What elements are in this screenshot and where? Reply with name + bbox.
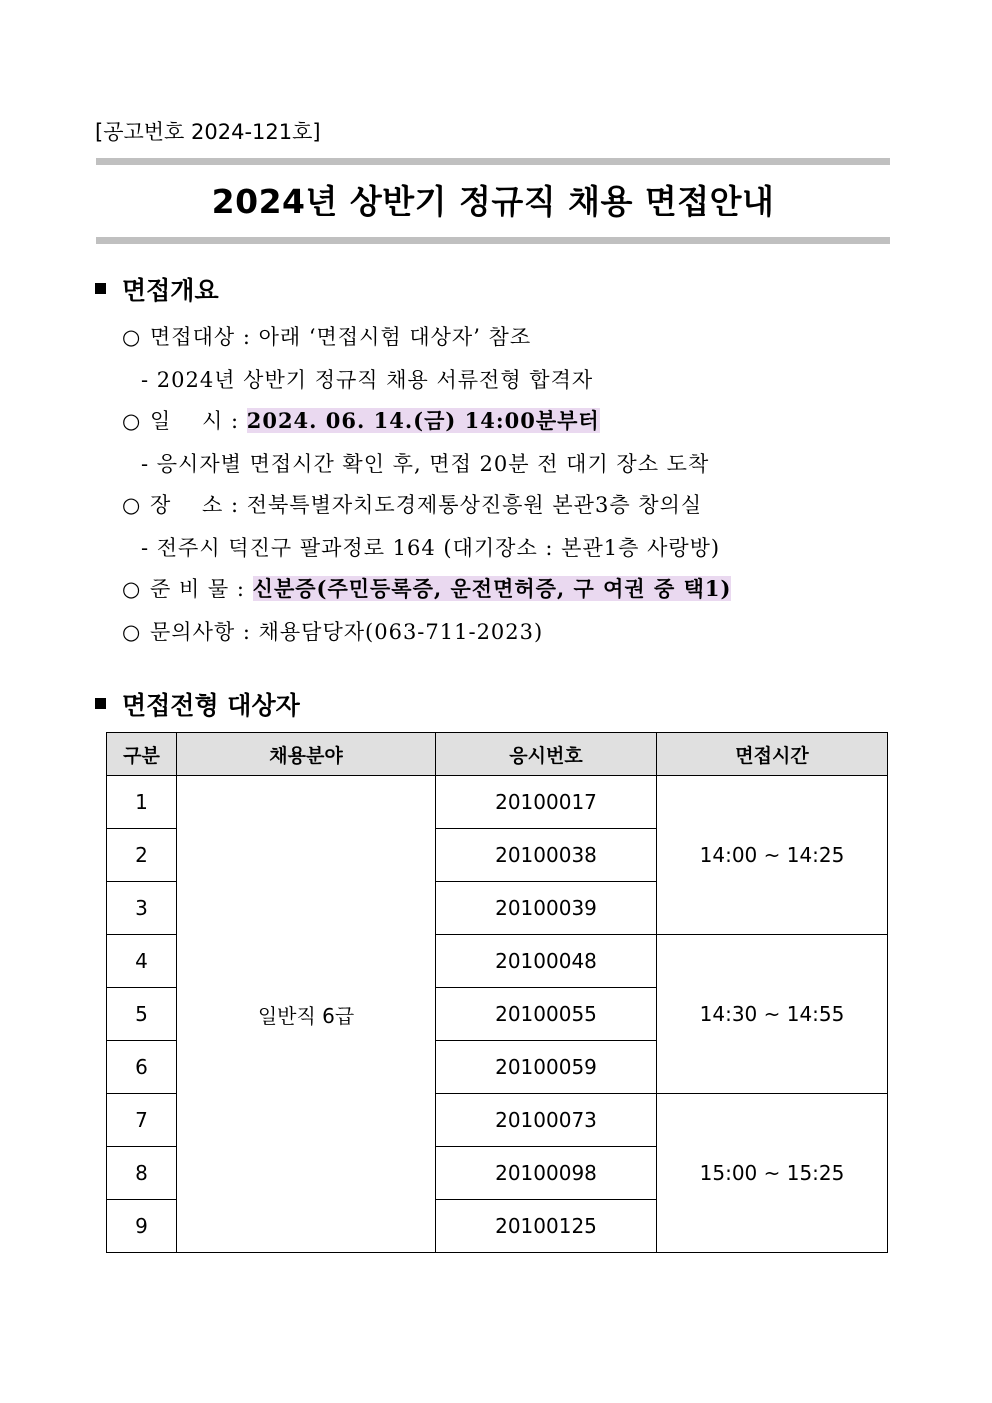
header-no: 구분 bbox=[107, 733, 177, 776]
header-interview-time: 면접시간 bbox=[657, 733, 888, 776]
field-cell: 일반직 6급 bbox=[177, 776, 436, 1253]
applicant-id: 20100125 bbox=[436, 1200, 657, 1253]
circle-bullet-icon: ○ bbox=[122, 409, 142, 433]
section-heading-text: 면접전형 대상자 bbox=[122, 691, 300, 720]
applicant-id: 20100017 bbox=[436, 776, 657, 829]
overview-contact bbox=[122, 616, 543, 646]
overview-target bbox=[122, 321, 531, 351]
circle-bullet-icon: ○ bbox=[122, 325, 142, 349]
target-value: 아래 ‘면접시험 대상자’ 참조 bbox=[258, 325, 532, 349]
row-no: 9 bbox=[107, 1200, 177, 1253]
overview-target-sub: - 2024년 상반기 정규직 채용 서류전형 합격자 bbox=[141, 368, 594, 392]
applicant-id: 20100073 bbox=[436, 1094, 657, 1147]
square-bullet-icon bbox=[95, 283, 106, 294]
header-field: 채용분야 bbox=[177, 733, 436, 776]
table-header-row bbox=[107, 733, 888, 776]
time-slot: 14:30 ~ 14:55 bbox=[657, 935, 888, 1094]
applicant-id: 20100048 bbox=[436, 935, 657, 988]
circle-bullet-icon: ○ bbox=[122, 493, 142, 517]
applicant-id: 20100098 bbox=[436, 1147, 657, 1200]
title-rule-top bbox=[96, 158, 890, 165]
notice-number: [공고번호 2024-121호] bbox=[95, 120, 321, 144]
section-heading-roster bbox=[95, 686, 300, 722]
overview-place-sub: - 전주시 덕진구 팔과정로 164 (대기장소 : 본관1층 사랑방) bbox=[141, 536, 721, 560]
date-value: 2024. 06. 14.(금) 14:00분부터 bbox=[246, 408, 600, 433]
applicant-id: 20100039 bbox=[436, 882, 657, 935]
place-label: 장 소 : bbox=[150, 493, 240, 517]
target-label: 면접대상 : bbox=[150, 325, 251, 349]
page-title: 2024년 상반기 정규직 채용 면접안내 bbox=[211, 182, 775, 221]
time-slot: 15:00 ~ 15:25 bbox=[657, 1094, 888, 1253]
overview-date bbox=[122, 405, 600, 435]
overview-date-sub: - 응시자별 면접시간 확인 후, 면접 20분 전 대기 장소 도착 bbox=[141, 452, 710, 476]
overview-place bbox=[122, 489, 702, 519]
date-label: 일 시 : bbox=[150, 409, 240, 433]
items-label: 준 비 물 : bbox=[150, 577, 245, 601]
row-no: 5 bbox=[107, 988, 177, 1041]
row-no: 7 bbox=[107, 1094, 177, 1147]
circle-bullet-icon: ○ bbox=[122, 577, 142, 601]
title-rule-bottom bbox=[96, 237, 890, 244]
row-no: 2 bbox=[107, 829, 177, 882]
applicant-id: 20100038 bbox=[436, 829, 657, 882]
row-no: 6 bbox=[107, 1041, 177, 1094]
section-heading-overview bbox=[95, 271, 219, 307]
row-no: 3 bbox=[107, 882, 177, 935]
applicant-id: 20100059 bbox=[436, 1041, 657, 1094]
interview-roster-table bbox=[106, 732, 888, 1253]
circle-bullet-icon: ○ bbox=[122, 620, 142, 644]
place-value: 전북특별자치도경제통상진흥원 본관3층 창의실 bbox=[246, 493, 703, 517]
items-value: 신분증(주민등록증, 운전면허증, 구 여권 중 택1) bbox=[252, 576, 732, 601]
overview-items bbox=[122, 573, 731, 603]
contact-value: 채용담당자(063-711-2023) bbox=[258, 620, 544, 644]
row-no: 4 bbox=[107, 935, 177, 988]
section-heading-text: 면접개요 bbox=[122, 276, 219, 305]
applicant-id: 20100055 bbox=[436, 988, 657, 1041]
table-row bbox=[107, 776, 888, 829]
row-no: 1 bbox=[107, 776, 177, 829]
square-bullet-icon bbox=[95, 698, 106, 709]
time-slot: 14:00 ~ 14:25 bbox=[657, 776, 888, 935]
header-applicant-id: 응시번호 bbox=[436, 733, 657, 776]
row-no: 8 bbox=[107, 1147, 177, 1200]
contact-label: 문의사항 : bbox=[150, 620, 251, 644]
